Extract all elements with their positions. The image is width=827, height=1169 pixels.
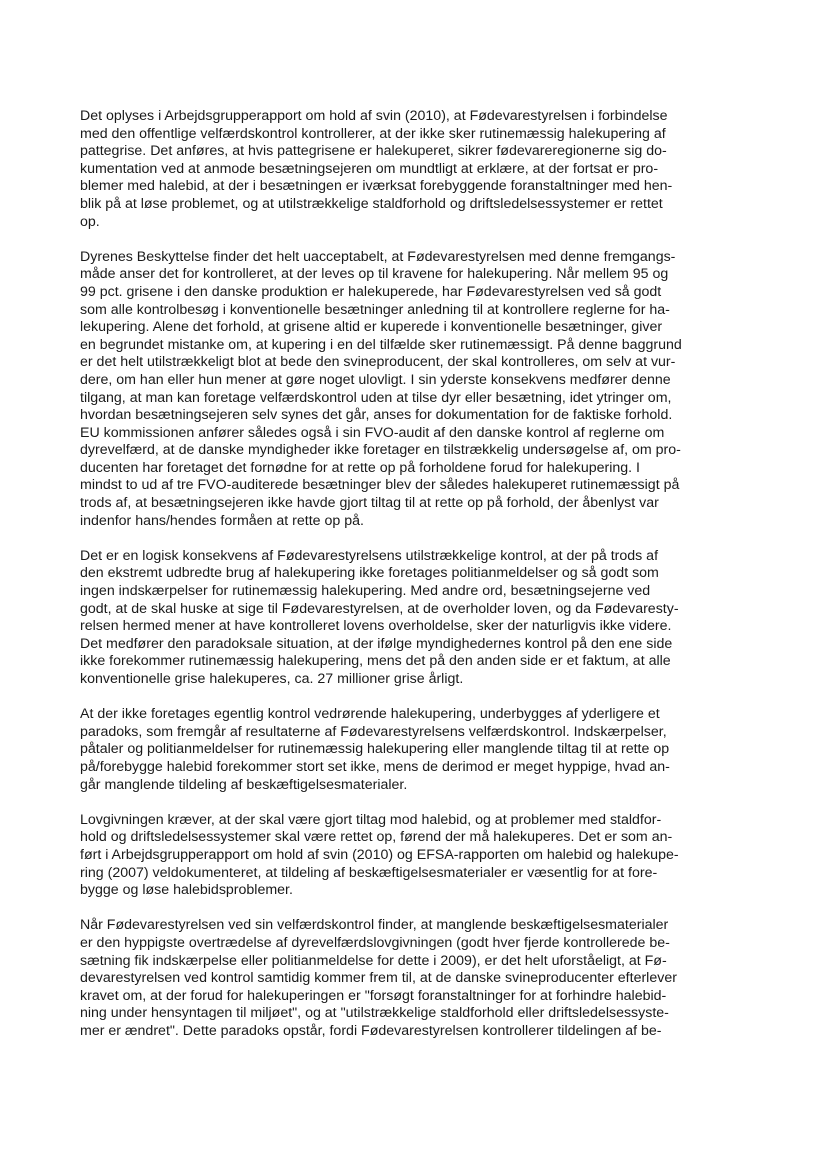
paragraph-3: Det er en logisk konsekvens af Fødevarestyrelsens utilstrækkelige kontrol, at der på trods af den ekstremt udbredte brug af halekupering ikke foretages politianmeldelser og så godt som ingen indskærpelser for rutinemæssig halekupering. Med andre ord, besætningsejerne ved godt, at de skal huske at sige til Fødevarestyrelsen, at de overholder loven, og da Fødevaresty- relsen hermed mener at have kontrolleret lovens overholdelse, sker der naturligvis ikke videre. Det medfører den paradoksale situation, at der ifølge myndighedernes kontrol på den ene side ikke forekommer rutinemæssig halekupering, mens det på den anden side er et faktum, at alle konventionelle grise halekuperes, ca. 27 millioner grise årligt. — [80, 547, 679, 687]
paragraph-6: Når Fødevarestyrelsen ved sin velfærdskontrol finder, at manglende beskæftigelsesmaterialer er den hyppigste overtrædelse af dyrevelfærdslovgivningen (godt hver fjerde kontrollerede be- sætning fik indskærpelse eller politianmeldelse for dette i 2009), er det helt uforståeligt, at Fø- devarestyrelsen ved kontrol samtidig kommer frem til, at de danske svineproducenter efterlever kravet om, at der forud for halekuperingen er "forsøgt foranstaltninger for at forhindre halebid- ning under hensyntagen til miljøet", og at "utilstrækkelige staldforhold eller driftsledelsessyste- mer er ændret". Dette paradoks opstår, fordi Fødevarestyrelsen kontrollerer tildelingen af be- — [80, 917, 677, 1039]
paragraph-2: Dyrenes Beskyttelse finder det helt uacceptabelt, at Fødevarestyrelsen med denne fremgangs- måde anser det for kontrolleret, at der leves op til kravene for halekupering. Når mellem 95 og 99 pct. grisene i den danske produktion er halekuperede, har Fødevarestyrelsen ved så godt som alle kontrolbesøg i konventionelle besætninger anledning til at kontrollere reglerne for ha- lekupering. Alene det forhold, at grisene altid er kuperede i konventionelle besætninger, giver en begrundet mistanke om, at kupering i en del tilfælde sker rutinemæssigt. På denne baggrund er det helt utilstrækkeligt blot at bede den svineproducent, der skal kontrolleres, om selv at vur- dere, om han eller hun mener at gøre noget ulovligt. I sin yderste konsekvens medfører denne tilgang, at man kan foretage velfærdskontrol uden at tilse dyr eller besætning, idet ytringer om, hvordan besætningsejeren selv synes det går, anses for dokumentation for de faktiske forhold. EU kommissionen anfører således også i sin FVO-audit af den danske kontrol af reglerne om dyrevelfærd, at de danske myndigheder ikke foretager en tilstrækkelig undersøgelse af, om pro- ducenten har foretaget det fornødne for at rette op på forholdene forud for halekupering. I mindst to ud af tre FVO-auditerede besætninger blev der således halekuperet rutinemæssigt på trods af, at besætningsejeren ikke havde gjort tiltag til at rette op på forhold, der åbenlyst var indenfor hans/hendes formåen at rette op på. — [80, 248, 682, 529]
paragraph-4: At der ikke foretages egentlig kontrol vedrørende halekupering, underbygges af yderligere et paradoks, som fremgår af resultaterne af Fødevarestyrelsens velfærdskontrol. Indskærpelser, påtaler og politianmeldelser for rutinemæssig halekupering eller manglende tiltag til at rette op på/forebygge halebid forekommer stort set ikke, mens de derimod er meget hyppige, hvad an- går manglende tildeling af beskæftigelsesmaterialer. — [80, 706, 670, 793]
paragraph-5: Lovgivningen kræver, at der skal være gjort tiltag mod halebid, og at problemer med staldfor- hold og driftsledelsessystemer skal være rettet op, førend der må halekuperes. Det er som an- ført i Arbejdsgrupperapport om hold af svin (2010) og EFSA-rapporten om halebid og halekupe- ring (2007) veldokumenteret, at tildeling af beskæftigelsesmaterialer er væsentlig for at fore- bygge og løse halebidsproblemer. — [80, 811, 679, 899]
paragraph-1: Det oplyses i Arbejdsgrupperapport om hold af svin (2010), at Fødevarestyrelsen i forbindelse med den offentlige velfærdskontrol kontrollerer, at der ikke sker rutinemæssig halekupering af pattegrise. Det anføres, at hvis pattegrisene er halekuperet, sikrer fødevareregionerne sig do- kumentation ved at anmode besætningsejeren om mundtligt at erklære, at der fortsat er pro- blemer med halebid, at der i besætningen er iværksat forebyggende foranstaltninger med hen- blik på at løse problemet, og at utilstrækkelige staldforhold og driftsledelsessystemer er rettet op. — [80, 108, 673, 230]
document-body — [80, 108, 732, 1058]
